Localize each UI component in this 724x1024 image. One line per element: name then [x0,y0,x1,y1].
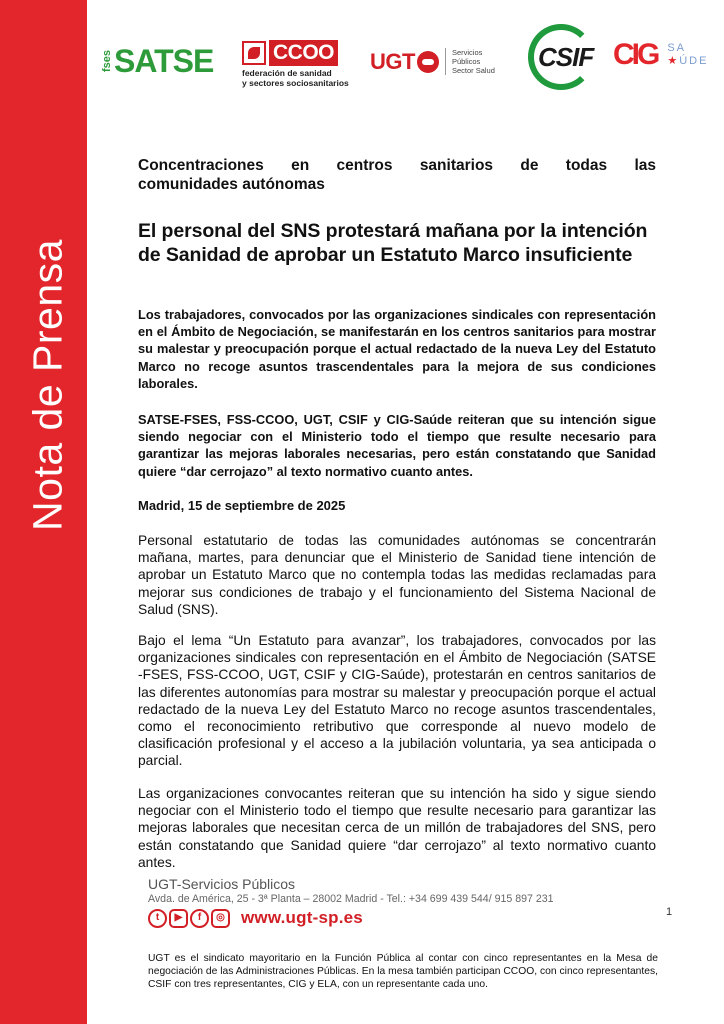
instagram-icon[interactable]: ◎ [211,909,230,928]
sidebar-band [0,0,87,1024]
satse-logo [102,42,213,80]
body-paragraph-2: Bajo el lema “Un Estatuto para avanzar”, los trabajadores, convocados por las organizaciones sindicales con representación en el Ámbito de Negociación (SATSE -FSES, FSS-CCOO, UGT, CSIF y CIG-Saúde), protestarán en centros sanitarios de las diferentes autonomías para mostrar su malestar y preocupación porque el actual redactado de la nueva Ley del Estatuto Marco no recoge asuntos trascendentales, como el reconocimiento retributivo que corresponde al nuevo modelo de clasificación profesional y el acceso a la jubilación voluntaria, ya sea anticipada o parcial. [138,633,656,769]
footer-address: Avda. de América, 25 - 3ª Planta – 28002 Madrid - Tel.: +34 699 439 544/ 915 897 231 [148,893,554,905]
ccoo-logo [242,40,350,88]
lead-paragraph-2: SATSE-FSES, FSS-CCOO, UGT, CSIF y CIG-Saúde reiteran que su intención sigue siendo negociar con el Ministerio todo el tiempo que resulte necesario para garantizar las mejoras laborales necesarias, pero están constatando que Sanidad quiere “dar cerrojazo” al texto normativo cuanto antes. [138,412,656,479]
dateline: Madrid, 15 de septiembre de 2025 [138,498,346,513]
satse-logo-text: SATSE [114,42,214,79]
ugt-subtitle-line3: Sector Salud [451,66,495,75]
cig-saude-logo [613,38,709,72]
saude-line2: ÚDE [679,55,709,67]
ugt-subtitle-line1: Servicios [451,48,483,57]
ccoo-emblem-icon [242,41,266,65]
lead-paragraph-1: Los trabajadores, convocados por las organizaciones sindicales con representación en el Ámbito de Negociación, se manifestarán en los centros sanitarios para mostrar su malestar y preocupación porque el actual redactado de la nueva Ley del Estatuto Marco no recoge asuntos trascendentales para la mejora de sus condiciones laborales. [138,307,656,391]
website-link[interactable]: www.ugt-sp.es [241,908,363,927]
body-paragraph-3: Las organizaciones convocantes reiteran que su intención ha sido y sigue siendo negociar con el Ministerio todo el tiempo que resulte necesario para garantizar las mejoras laborales que necesitan cerca de un millón de trabajadores del SNS, pero están constatando que Sanidad quiere “dar cerrojazo” al texto normativo cuanto antes. [138,786,656,870]
facebook-icon[interactable]: f [190,909,209,928]
handshake-icon [417,51,439,73]
ccoo-subtitle-line2: y sectores sociosanitarios [242,78,349,88]
csif-logo-text: CSIF [538,42,594,72]
body-paragraph-1: Personal estatutario de todas las comunidades autónomas se concentrarán mañana, martes, para denunciar que el Ministerio de Sanidad tiene intención de aprobar un Estatuto Marco que no contempla todas las medidas reclamadas para mejorar sus condiciones de trabajo y el funcionamiento del Sistema Nacional de Salud (SNS). [138,533,656,617]
csif-logo [528,24,598,90]
article-kicker [138,156,656,194]
footer-social-links [148,908,363,928]
article-headline: El personal del SNS protestará mañana por la intención de Sanidad de aprobar un Estatuto Marco insuficiente [138,220,648,266]
ugt-logo [370,48,495,75]
kicker-line2: comunidades autónomas [138,176,325,193]
twitter-icon[interactable]: t [148,909,167,928]
ccoo-subtitle-line1: federación de sanidad [242,68,332,78]
kicker-line1: Concentraciones en centros sanitarios de todas las [138,157,656,174]
cig-logo-text: CIG [613,38,658,71]
satse-logo-prefix: fses [101,49,113,73]
press-release-label: Nota de Prensa [24,239,71,531]
youtube-icon[interactable]: ▶ [169,909,188,928]
ccoo-logo-text: CCOO [269,40,338,66]
saude-line1: SA [667,42,687,54]
page-number: 1 [666,906,673,918]
footer-organization: UGT-Servicios Públicos [148,876,296,892]
ugt-subtitle-line2: Públicos [451,57,481,66]
star-icon: ★ [667,55,680,67]
ugt-logo-text: UGT [370,48,415,74]
footer-note: UGT es el sindicato mayoritario en la Función Pública al contar con cinco representantes en la Mesa de negociación de las Administraciones Públicas. En la mesa también participan CCOO, con cinco representantes, CSIF con tres representantes, CIG y ELA, con un representante cada uno. [148,953,658,990]
